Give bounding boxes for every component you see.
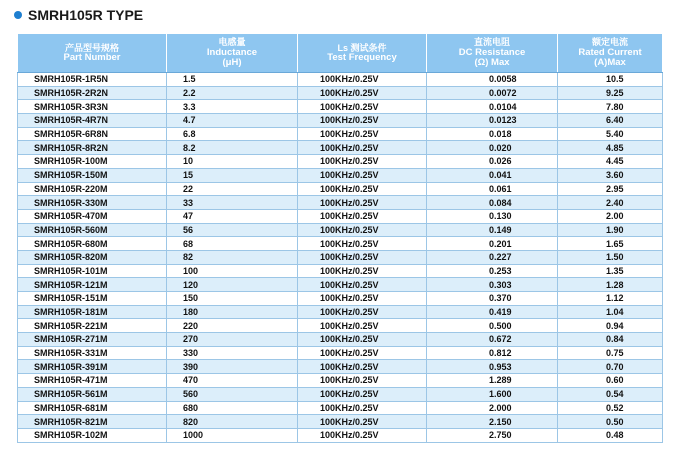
cell-rated-current: 7.80	[558, 100, 663, 114]
cell-rated-current: 1.35	[558, 264, 663, 278]
table-row	[18, 428, 663, 442]
cell-dc-resistance: 0.812	[427, 346, 558, 360]
cell-rated-current: 1.90	[558, 223, 663, 237]
cell-part-number: SMRH105R-102M	[18, 428, 167, 442]
cell-test-frequency: 100KHz/0.25V	[298, 141, 427, 155]
cell-rated-current: 2.40	[558, 196, 663, 210]
cell-part-number: SMRH105R-330M	[18, 196, 167, 210]
cell-part-number: SMRH105R-181M	[18, 305, 167, 319]
cell-test-frequency: 100KHz/0.25V	[298, 86, 427, 100]
cell-inductance: 470	[167, 374, 298, 388]
table-row	[18, 209, 663, 223]
cell-test-frequency: 100KHz/0.25V	[298, 209, 427, 223]
cell-dc-resistance: 0.018	[427, 127, 558, 141]
table-row	[18, 127, 663, 141]
cell-dc-resistance: 0.026	[427, 155, 558, 169]
bullet-icon	[14, 11, 22, 19]
cell-dc-resistance: 0.020	[427, 141, 558, 155]
table-row	[18, 168, 663, 182]
cell-test-frequency: 100KHz/0.25V	[298, 250, 427, 264]
title-text: SMRH105R TYPE	[28, 7, 144, 23]
table-row	[18, 86, 663, 100]
cell-test-frequency: 100KHz/0.25V	[298, 155, 427, 169]
table-row	[18, 223, 663, 237]
table-row	[18, 100, 663, 114]
cell-rated-current: 0.70	[558, 360, 663, 374]
table-row	[18, 401, 663, 415]
cell-test-frequency: 100KHz/0.25V	[298, 360, 427, 374]
table-row	[18, 237, 663, 251]
cell-inductance: 15	[167, 168, 298, 182]
cell-part-number: SMRH105R-6R8N	[18, 127, 167, 141]
cell-test-frequency: 100KHz/0.25V	[298, 73, 427, 87]
table-row	[18, 155, 663, 169]
cell-inductance: 82	[167, 250, 298, 264]
cell-part-number: SMRH105R-271M	[18, 333, 167, 347]
cell-inductance: 8.2	[167, 141, 298, 155]
table-row	[18, 319, 663, 333]
table-body	[18, 73, 663, 443]
cell-part-number: SMRH105R-820M	[18, 250, 167, 264]
cell-inductance: 560	[167, 387, 298, 401]
table-row	[18, 333, 663, 347]
cell-dc-resistance: 0.0058	[427, 73, 558, 87]
cell-inductance: 150	[167, 292, 298, 306]
table-row	[18, 196, 663, 210]
cell-rated-current: 10.5	[558, 73, 663, 87]
table-row	[18, 73, 663, 87]
cell-rated-current: 3.60	[558, 168, 663, 182]
cell-test-frequency: 100KHz/0.25V	[298, 387, 427, 401]
cell-test-frequency: 100KHz/0.25V	[298, 346, 427, 360]
cell-rated-current: 0.54	[558, 387, 663, 401]
header-dcr-cn: 直流电阻	[473, 37, 510, 48]
cell-dc-resistance: 0.0104	[427, 100, 558, 114]
table-row	[18, 415, 663, 429]
cell-dc-resistance: 0.0123	[427, 114, 558, 128]
cell-dc-resistance: 0.201	[427, 237, 558, 251]
cell-inductance: 47	[167, 209, 298, 223]
cell-dc-resistance: 0.303	[427, 278, 558, 292]
cell-inductance: 2.2	[167, 86, 298, 100]
cell-rated-current: 0.60	[558, 374, 663, 388]
cell-part-number: SMRH105R-221M	[18, 319, 167, 333]
cell-test-frequency: 100KHz/0.25V	[298, 196, 427, 210]
cell-rated-current: 0.52	[558, 401, 663, 415]
cell-part-number: SMRH105R-3R3N	[18, 100, 167, 114]
header-part-cn: 产品型号规格	[64, 42, 119, 53]
table-row	[18, 374, 663, 388]
cell-rated-current: 4.45	[558, 155, 663, 169]
page-title	[14, 7, 143, 23]
cell-inductance: 4.7	[167, 114, 298, 128]
cell-rated-current: 9.25	[558, 86, 663, 100]
cell-rated-current: 2.00	[558, 209, 663, 223]
header-inductance	[167, 34, 298, 73]
cell-test-frequency: 100KHz/0.25V	[298, 278, 427, 292]
cell-inductance: 56	[167, 223, 298, 237]
cell-test-frequency: 100KHz/0.25V	[298, 223, 427, 237]
header-inductance-en: Inductance	[206, 46, 258, 58]
header-current-unit: (A)Max	[594, 57, 626, 69]
table-row	[18, 264, 663, 278]
cell-dc-resistance: 0.953	[427, 360, 558, 374]
cell-part-number: SMRH105R-680M	[18, 237, 167, 251]
cell-inductance: 180	[167, 305, 298, 319]
table-row	[18, 141, 663, 155]
header-inductance-unit: (μH)	[222, 57, 242, 69]
cell-test-frequency: 100KHz/0.25V	[298, 305, 427, 319]
cell-dc-resistance: 0.672	[427, 333, 558, 347]
header-current-cn: 额定电流	[591, 37, 628, 48]
cell-inductance: 680	[167, 401, 298, 415]
table-header-row	[18, 34, 663, 73]
cell-dc-resistance: 0.149	[427, 223, 558, 237]
header-dcr-en: DC Resistance	[458, 46, 526, 58]
cell-rated-current: 0.50	[558, 415, 663, 429]
cell-inductance: 33	[167, 196, 298, 210]
cell-part-number: SMRH105R-470M	[18, 209, 167, 223]
table-row	[18, 387, 663, 401]
cell-part-number: SMRH105R-681M	[18, 401, 167, 415]
cell-rated-current: 5.40	[558, 127, 663, 141]
cell-part-number: SMRH105R-100M	[18, 155, 167, 169]
cell-test-frequency: 100KHz/0.25V	[298, 415, 427, 429]
cell-rated-current: 0.84	[558, 333, 663, 347]
cell-test-frequency: 100KHz/0.25V	[298, 374, 427, 388]
cell-inductance: 1000	[167, 428, 298, 442]
cell-test-frequency: 100KHz/0.25V	[298, 168, 427, 182]
cell-dc-resistance: 0.041	[427, 168, 558, 182]
cell-test-frequency: 100KHz/0.25V	[298, 100, 427, 114]
cell-part-number: SMRH105R-4R7N	[18, 114, 167, 128]
cell-test-frequency: 100KHz/0.25V	[298, 264, 427, 278]
cell-part-number: SMRH105R-560M	[18, 223, 167, 237]
cell-part-number: SMRH105R-121M	[18, 278, 167, 292]
cell-inductance: 100	[167, 264, 298, 278]
cell-dc-resistance: 1.289	[427, 374, 558, 388]
cell-dc-resistance: 0.253	[427, 264, 558, 278]
cell-part-number: SMRH105R-471M	[18, 374, 167, 388]
table-row	[18, 305, 663, 319]
cell-rated-current: 0.94	[558, 319, 663, 333]
header-part-number	[18, 34, 167, 73]
cell-dc-resistance: 0.500	[427, 319, 558, 333]
table-row	[18, 346, 663, 360]
cell-part-number: SMRH105R-8R2N	[18, 141, 167, 155]
cell-test-frequency: 100KHz/0.25V	[298, 127, 427, 141]
cell-inductance: 820	[167, 415, 298, 429]
cell-dc-resistance: 0.370	[427, 292, 558, 306]
cell-part-number: SMRH105R-331M	[18, 346, 167, 360]
cell-rated-current: 1.12	[558, 292, 663, 306]
cell-dc-resistance: 2.000	[427, 401, 558, 415]
spec-table	[17, 33, 663, 443]
cell-dc-resistance: 2.150	[427, 415, 558, 429]
cell-test-frequency: 100KHz/0.25V	[298, 401, 427, 415]
cell-inductance: 1.5	[167, 73, 298, 87]
header-current-en: Rated Current	[578, 46, 642, 58]
cell-rated-current: 2.95	[558, 182, 663, 196]
header-dc-resistance	[427, 34, 558, 73]
cell-inductance: 330	[167, 346, 298, 360]
cell-rated-current: 0.75	[558, 346, 663, 360]
cell-test-frequency: 100KHz/0.25V	[298, 292, 427, 306]
cell-rated-current: 1.50	[558, 250, 663, 264]
cell-inductance: 220	[167, 319, 298, 333]
header-test-frequency	[298, 34, 427, 73]
header-inductance-cn: 电感量	[218, 37, 246, 48]
cell-test-frequency: 100KHz/0.25V	[298, 319, 427, 333]
cell-test-frequency: 100KHz/0.25V	[298, 182, 427, 196]
cell-test-frequency: 100KHz/0.25V	[298, 237, 427, 251]
header-freq-cn: Ls 测试条件	[337, 42, 387, 53]
cell-inductance: 10	[167, 155, 298, 169]
cell-dc-resistance: 0.227	[427, 250, 558, 264]
cell-part-number: SMRH105R-101M	[18, 264, 167, 278]
cell-part-number: SMRH105R-1R5N	[18, 73, 167, 87]
table-row	[18, 292, 663, 306]
cell-rated-current: 1.04	[558, 305, 663, 319]
cell-rated-current: 1.65	[558, 237, 663, 251]
cell-dc-resistance: 0.130	[427, 209, 558, 223]
table-row	[18, 182, 663, 196]
cell-inductance: 3.3	[167, 100, 298, 114]
table-row	[18, 250, 663, 264]
cell-dc-resistance: 0.084	[427, 196, 558, 210]
cell-part-number: SMRH105R-2R2N	[18, 86, 167, 100]
cell-test-frequency: 100KHz/0.25V	[298, 428, 427, 442]
cell-dc-resistance: 0.0072	[427, 86, 558, 100]
cell-part-number: SMRH105R-151M	[18, 292, 167, 306]
cell-inductance: 390	[167, 360, 298, 374]
header-part-en: Part Number	[63, 52, 121, 63]
cell-inductance: 68	[167, 237, 298, 251]
cell-dc-resistance: 1.600	[427, 387, 558, 401]
table-row	[18, 278, 663, 292]
cell-test-frequency: 100KHz/0.25V	[298, 333, 427, 347]
cell-rated-current: 6.40	[558, 114, 663, 128]
cell-part-number: SMRH105R-150M	[18, 168, 167, 182]
cell-inductance: 270	[167, 333, 298, 347]
cell-inductance: 22	[167, 182, 298, 196]
cell-test-frequency: 100KHz/0.25V	[298, 114, 427, 128]
cell-rated-current: 1.28	[558, 278, 663, 292]
cell-dc-resistance: 0.419	[427, 305, 558, 319]
cell-dc-resistance: 0.061	[427, 182, 558, 196]
table-row	[18, 114, 663, 128]
header-freq-en: Test Frequency	[327, 52, 397, 63]
cell-inductance: 6.8	[167, 127, 298, 141]
cell-rated-current: 4.85	[558, 141, 663, 155]
cell-dc-resistance: 2.750	[427, 428, 558, 442]
table-row	[18, 360, 663, 374]
header-rated-current	[558, 34, 663, 73]
cell-rated-current: 0.48	[558, 428, 663, 442]
cell-part-number: SMRH105R-821M	[18, 415, 167, 429]
cell-part-number: SMRH105R-561M	[18, 387, 167, 401]
cell-part-number: SMRH105R-391M	[18, 360, 167, 374]
cell-part-number: SMRH105R-220M	[18, 182, 167, 196]
header-dcr-unit: (Ω) Max	[474, 57, 510, 69]
cell-inductance: 120	[167, 278, 298, 292]
